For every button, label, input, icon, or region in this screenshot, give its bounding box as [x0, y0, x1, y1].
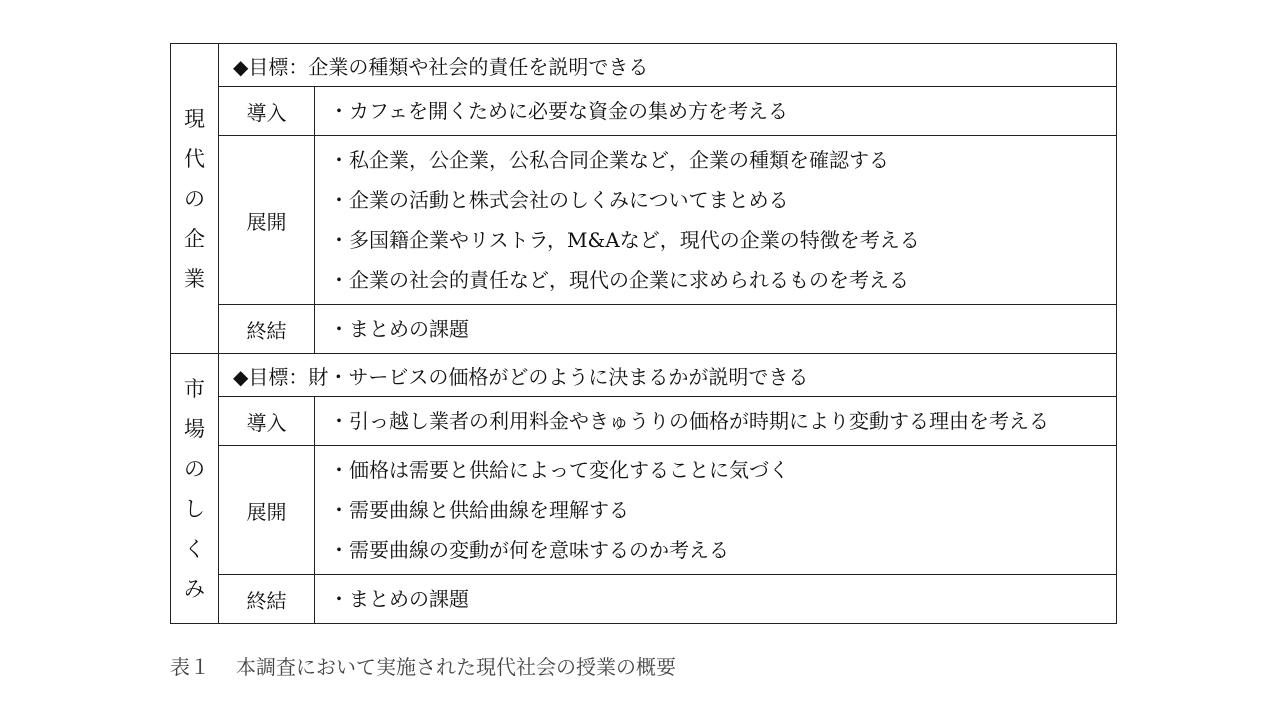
list-item: ・ 企業の活動と株式会社のしくみについてまとめる — [329, 180, 1106, 220]
phase-label-conclusion: 終結 — [219, 305, 315, 354]
list-item: ・ 需要曲線の変動が何を意味するのか考える — [329, 530, 1106, 570]
section-name-char: の — [184, 186, 205, 211]
phase-label-conclusion: 終結 — [219, 575, 315, 624]
section-1-intro-row — [171, 87, 1117, 136]
section-2-intro-row — [171, 397, 1117, 446]
section-name-char: 企 — [184, 226, 205, 251]
section-name-char: の — [184, 456, 205, 481]
section-1-development-row — [171, 136, 1117, 305]
section-2-development-row — [171, 446, 1117, 575]
list-item: ・ カフェを開くために必要な資金の集め方を考える — [329, 91, 1106, 131]
section-name-char: し — [184, 496, 205, 521]
section-1-conclusion-row — [171, 305, 1117, 354]
list-item: ・ 多国籍企業やリストラ，M&Aなど，現代の企業の特徴を考える — [329, 220, 1106, 260]
list-item: ・ 引っ越し業者の利用料金やきゅうりの価格が時期により変動する理由を考える — [329, 401, 1106, 441]
table-caption — [170, 651, 676, 680]
phase-label-intro: 導入 — [219, 87, 315, 136]
list-item: ・ 企業の社会的責任など，現代の企業に求められるものを考える — [329, 260, 1106, 300]
section-2-goal: ◆目標：財・サービスの価格がどのように決まるかが説明できる — [219, 354, 1117, 397]
section-name-char: 代 — [184, 146, 205, 171]
section-1-goal-row — [171, 44, 1117, 87]
section-name-char: 業 — [184, 266, 205, 291]
list-item: ・ まとめの課題 — [329, 309, 1106, 349]
list-item: ・ 私企業，公企業，公私合同企業など，企業の種類を確認する — [329, 140, 1106, 180]
section-name-char: 場 — [184, 416, 205, 441]
section-2-goal-row — [171, 354, 1117, 397]
section-1-name — [171, 44, 219, 354]
conclusion-items — [315, 305, 1117, 354]
phase-label-intro: 導入 — [219, 397, 315, 446]
conclusion-items — [315, 575, 1117, 624]
section-name-char: 市 — [184, 376, 205, 401]
section-name-char: 現 — [184, 106, 205, 131]
section-name-char: く — [184, 536, 205, 561]
intro-items — [315, 397, 1117, 446]
section-2-name — [171, 354, 219, 624]
section-2-conclusion-row — [171, 575, 1117, 624]
development-items — [315, 136, 1117, 305]
list-item: ・ 価格は需要と供給によって変化することに気づく — [329, 450, 1106, 490]
development-items — [315, 446, 1117, 575]
section-name-char: み — [184, 576, 205, 601]
phase-label-development: 展開 — [219, 136, 315, 305]
lesson-outline-table — [170, 43, 1117, 624]
intro-items — [315, 87, 1117, 136]
caption-text: 本調査において実施された現代社会の授業の概要 — [236, 655, 676, 679]
list-item: ・ まとめの課題 — [329, 579, 1106, 619]
phase-label-development: 展開 — [219, 446, 315, 575]
section-1-goal: ◆目標：企業の種類や社会的責任を説明できる — [219, 44, 1117, 87]
caption-number: 表１ — [170, 655, 210, 679]
list-item: ・ 需要曲線と供給曲線を理解する — [329, 490, 1106, 530]
